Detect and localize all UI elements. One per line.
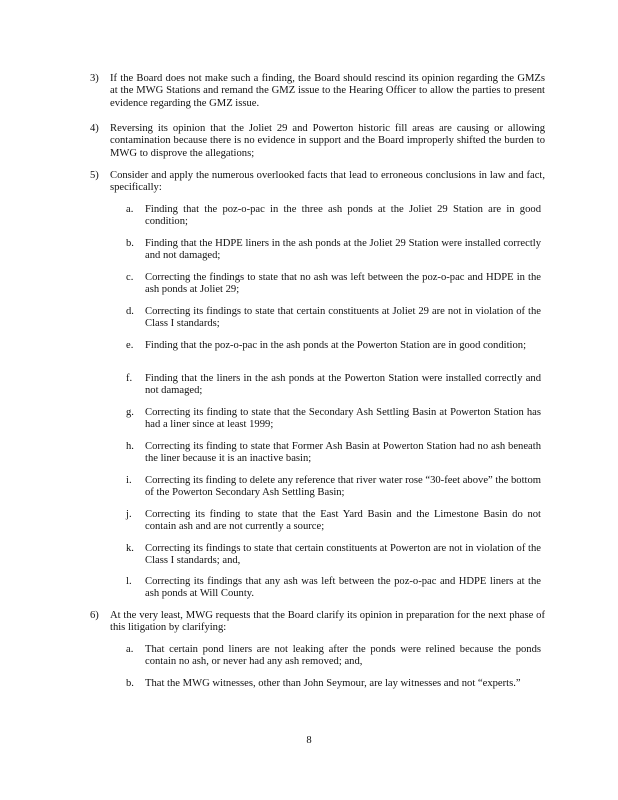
sub-item-letter: f.: [126, 373, 133, 384]
sub-item-letter: h.: [126, 441, 134, 452]
sub-item-letter: d.: [126, 306, 134, 317]
sub-item-letter: e.: [126, 340, 134, 351]
item-text: At the very least, MWG requests that the Board clarify its opinion in preparation for the next phase of this litigation by clarifying:: [110, 610, 545, 634]
sub-item-letter: b.: [126, 678, 134, 689]
sub-item-text: Finding that the poz-o-pac in the three ash ponds at the Joliet 29 Station are in good condition;: [145, 204, 541, 228]
item-text: Reversing its opinion that the Joliet 29 and Powerton historic fill areas are causing or allowing contamination because there is no evidence in support and the Board improperly shifted the burden to MWG to disprove the allegations;: [110, 123, 545, 159]
sub-item-letter: b.: [126, 238, 134, 249]
sub-item-text: Finding that the poz-o-pac in the ash ponds at the Powerton Station are in good condition;: [145, 340, 527, 351]
sub-list-item: [126, 306, 541, 331]
list-item: [90, 170, 545, 195]
sub-item-text: Correcting its findings to state that certain constituents at Powerton are not in violation of the Class I standards; and,: [145, 543, 541, 567]
sub-item-letter: g.: [126, 407, 134, 418]
item-number: 6): [90, 610, 99, 621]
item-number: 3): [90, 73, 99, 84]
sub-list-item: [126, 678, 541, 690]
item-number: 5): [90, 170, 99, 181]
sub-item-letter: j.: [126, 509, 132, 520]
sub-item-text: Correcting its finding to delete any reference that river water rose “30-feet above” the bottom of the Powerton Secondary Ash Settling Basin;: [145, 475, 541, 499]
sub-item-text: Finding that the liners in the ash ponds at the Powerton Station were installed correctly and not damaged;: [145, 373, 541, 397]
sub-item-letter: c.: [126, 272, 134, 283]
list-item: [90, 123, 545, 160]
sub-item-text: That the MWG witnesses, other than John Seymour, are lay witnesses and not “experts.”: [145, 678, 521, 689]
sub-item-text: That certain pond liners are not leaking after the ponds were relined because the ponds contain no ash, or never had any ash removed; and,: [145, 644, 541, 668]
item-text: If the Board does not make such a finding, the Board should rescind its opinion regarding the GMZs at the MWG Stations and remand the GMZ issue to the Hearing Officer to allow the parties to present evidence regarding the GMZ issue.: [110, 73, 545, 109]
item-text: Consider and apply the numerous overlooked facts that lead to erroneous conclusions in law and fact, specifically:: [110, 170, 545, 194]
page-number: 8: [306, 735, 312, 746]
sub-item-text: Correcting its finding to state that the Secondary Ash Settling Basin at Powerton Station has had a liner since at least 1999;: [145, 407, 541, 431]
sub-item-letter: a.: [126, 644, 134, 655]
item-number: 4): [90, 123, 99, 134]
sub-list-item: [126, 644, 541, 669]
sub-item-letter: i.: [126, 475, 132, 486]
sub-item-text: Correcting its findings to state that certain constituents at Joliet 29 are not in violation of the Class I standards;: [145, 306, 541, 330]
sub-list-item: [126, 543, 541, 568]
sub-list-item: [126, 373, 541, 398]
sub-item-text: Correcting the findings to state that no ash was left between the poz-o-pac and HDPE in the ash ponds at Joliet 29;: [145, 272, 541, 296]
sub-list-item: [126, 272, 541, 297]
sub-item-text: Correcting its findings that any ash was left between the poz-o-pac and HDPE liners at the ash ponds at Will County.: [145, 576, 541, 600]
sub-list-item: [126, 576, 541, 601]
sub-item-text: Correcting its finding to state that Former Ash Basin at Powerton Station had no ash beneath the liner because it is an inactive basin;: [145, 441, 541, 465]
sub-list-item: [126, 407, 541, 432]
list-item: [90, 610, 545, 635]
sub-list-item: [126, 441, 541, 466]
list-item: [90, 73, 545, 110]
sub-list-item: [126, 238, 541, 263]
sub-list-item: [126, 509, 541, 534]
sub-item-letter: l.: [126, 576, 132, 587]
sub-list-item: [126, 475, 541, 500]
sub-item-text: Correcting its finding to state that the East Yard Basin and the Limestone Basin do not contain ash and are not currently a source;: [145, 509, 541, 533]
sub-list-item: [126, 340, 541, 352]
sub-item-text: Finding that the HDPE liners in the ash ponds at the Joliet 29 Station were installed correctly and not damaged;: [145, 238, 541, 262]
sub-item-letter: k.: [126, 543, 134, 554]
sub-item-letter: a.: [126, 204, 134, 215]
sub-list-item: [126, 204, 541, 229]
